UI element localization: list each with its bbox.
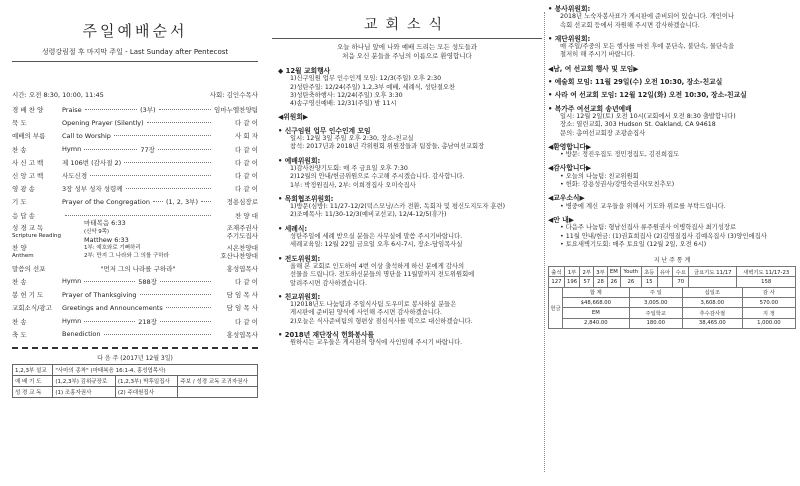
order-item-text: 3장 성부 성자 성령께 (62, 185, 123, 194)
scripture-reader-2: 주기도집사 (226, 231, 258, 240)
next-week-cell: 주보 / 성경 교독 조귀자권사 (178, 375, 258, 386)
news-column-right (548, 0, 796, 486)
order-row (12, 301, 258, 314)
order-leader: 사 회 자 (235, 132, 258, 141)
next-week-cell: (1,2,3부) 박후일집사 (115, 375, 178, 386)
order-item-text: Prayer of Thanksgiving (62, 290, 137, 299)
news-heading: • 예배위원회: (278, 156, 321, 165)
order-item-text: Prayer of the Congregation (62, 197, 150, 206)
preacher: 홍성엽목사 (226, 264, 258, 273)
order-item (62, 330, 214, 338)
order-rows (12, 103, 258, 222)
column-divider (544, 12, 545, 472)
order-item (62, 171, 214, 180)
offering-row (549, 318, 796, 328)
attendance-cell: Youth (620, 267, 641, 277)
offering-cell: 2,840.00 (563, 318, 630, 328)
order-item-note: 77장 (140, 145, 155, 154)
scripture-label: 성 경 교 독 (12, 223, 44, 232)
order-leader: 임마누엘찬양팀 (214, 106, 258, 115)
scripture-reader-1: 조재주권사 (226, 223, 258, 232)
offering-table (548, 287, 796, 329)
news-heading: ◀교우소식▶ (548, 194, 585, 203)
dashed-divider (12, 347, 258, 349)
news-line: 세례교육일: 12월 22일 금요일 오후 6시-7시, 장소-담임목사실 (290, 241, 463, 249)
news-line: 1)2018년도 나눔팀과 주일식사팀 도우미로 봉사하실 분들은 (290, 301, 457, 309)
attendance-cell (657, 277, 673, 287)
news-line: • 병중에 계신 교우들을 위해서 기도와 위로를 부탁드립니다. (560, 202, 726, 210)
attendance-cell: 26 (607, 277, 620, 287)
service-info (12, 90, 258, 99)
order-label: 축 도 (12, 330, 27, 339)
order-label: 영 광 송 (12, 185, 35, 194)
news-line: 1)감사찬양기도회: 매 주 금요일 오후 7:30 (290, 164, 408, 172)
attendance-cell: 2부 (580, 267, 594, 277)
next-week-table (12, 364, 258, 398)
order-label: 응 답 송 (12, 211, 35, 220)
order-item (62, 105, 214, 114)
order-leader: 담 임 목 사 (226, 304, 258, 313)
order-label: 사 신 고 백 (12, 158, 44, 167)
offering-cell: 헌금 (549, 287, 563, 328)
order-leader: 다 같 이 (235, 185, 258, 194)
news-heading: • 전도위원회: (278, 254, 321, 263)
offering-cell: 추수감사절 (682, 308, 742, 318)
order-label: 교회소식/광고 (12, 304, 52, 313)
attendance-cell: 15 (641, 277, 657, 287)
news-line: • 다음주 나눔팀: 형남선집사 류주원권사 이병학집사 최기성장로 (560, 224, 736, 232)
order-item-text: Benediction (62, 330, 101, 339)
news-heading: ◀환영합니다▶ (548, 142, 592, 151)
attendance-cell: 196 (564, 277, 580, 287)
news-heading: • 목회협조위원회: (278, 194, 334, 203)
attendance-cell: 57 (580, 277, 594, 287)
news-line: 알려주시면 감사하겠습니다. (290, 279, 367, 287)
news-line: 1)신구임원 업무 인수인계 모임: 12/3(주일) 오후 2:30 (290, 75, 442, 83)
next-week-cell: (1) 조홍자권사 (53, 386, 116, 397)
order-rows-2 (12, 275, 258, 341)
offering-cell: $48,668.00 (563, 298, 630, 308)
attendance-cell: 28 (594, 277, 608, 287)
offering-cell: 180.00 (629, 318, 682, 328)
news-line: 참석: 2017년과 2018년 각위원회 위원장들과 팀장들, 총남여선교회장 (290, 143, 485, 151)
anthem-1: 1부: 예호와로 기뻐하리 (84, 244, 141, 251)
order-label: 봉 헌 기 도 (12, 291, 44, 300)
offering-cell: 주 일 (629, 287, 682, 297)
order-label: 찬 송 (12, 277, 27, 286)
news-items-right (548, 5, 796, 249)
news-heading: • 세례식: (278, 224, 308, 233)
welcome-text: 오늘 하나님 앞에 나와 예배 드리는 모든 성도들과 처음 오신 분들을 주님의 이름으로 환영합니다 (336, 43, 478, 60)
order-item-text: Praise (62, 105, 82, 114)
order-leader: 다 같 이 (235, 119, 258, 128)
order-row (12, 314, 258, 327)
leader-dots (126, 188, 211, 189)
scripture-ref: 마태복음 6:33 (신약 9쪽) (84, 219, 126, 236)
news-line: 2)조예목사: 11/30-12/3(예비교선교), 12/4-12/5(휴가) (290, 211, 447, 219)
choir-1: 시온찬양대 (226, 243, 258, 252)
order-leader: 다 같 이 (235, 317, 258, 326)
leader-dots (140, 294, 211, 295)
next-week-cell: 예 배 기 도 (13, 375, 53, 386)
attendance-cell: 유아 (657, 267, 673, 277)
attendance-cell (689, 277, 737, 287)
next-week-row (13, 386, 258, 397)
news-heading: • 재단위원회: (548, 34, 591, 43)
offering-cell: 1,000.00 (742, 318, 795, 328)
leader-dots (201, 201, 211, 202)
news-title: 교회소식 (272, 14, 542, 39)
order-item (62, 304, 214, 312)
order-leader: 담 임 목 사 (226, 291, 258, 300)
anthem-2: 2부: 만지 그 나라와 그 의를 구하라 (84, 252, 169, 259)
order-row (12, 103, 258, 116)
news-heading: ◀안 내▶ (548, 215, 574, 224)
worship-order-title: 주일예배순서 (82, 22, 188, 40)
order-item-text: Opening Prayer (Silently) (62, 118, 144, 127)
next-week-cell: (1,2,3부) 김위규장로 (53, 375, 116, 386)
leader-dots (153, 201, 163, 202)
leader-dots (159, 109, 211, 110)
news-line: 2)12월의 안내/헌금위원으로 수고해 주시겠습니다. 감사합니다. (290, 173, 465, 181)
order-leader: 홍성엽목사 (226, 330, 258, 339)
order-item (62, 184, 214, 193)
news-line: 문의: 총여선교회장 조광순집사 (560, 129, 646, 137)
order-label: 예배의 부름 (12, 132, 46, 141)
news-line: 올해 본 교회로 인도하여 4번 이상 출석하게 하신 분에게 감사의 (290, 262, 465, 270)
order-item (62, 119, 214, 127)
order-item-note: 218장 (138, 317, 157, 326)
order-row-sermon: 말씀의 선포 "먼저 그의 나라를 구하라" 홍성엽목사 (12, 264, 258, 273)
order-label: 기 도 (12, 198, 27, 207)
attendance-row (549, 277, 796, 287)
offering-row (549, 287, 796, 297)
order-leader: 찬 양 대 (235, 211, 258, 220)
order-row (12, 169, 258, 182)
order-item (62, 291, 214, 299)
order-leader: 다 같 이 (235, 277, 258, 286)
leader-dots (147, 122, 211, 123)
leader-dots (160, 321, 211, 322)
news-heading: • 봉사위원회: (548, 5, 591, 13)
attendance-cell: 금요기도 11/17 (689, 267, 737, 277)
news-line: 2018년 노숙자봉사표가 게시판에 준비되어 있습니다. 개인이나 (560, 13, 735, 21)
attendance-row (549, 267, 796, 277)
order-item (62, 317, 214, 326)
leader-dots (158, 149, 211, 150)
order-row (12, 129, 258, 142)
scripture-label-en: Scripture Reading (12, 232, 62, 239)
news-line: • 방문: 정진우집도 정민정집도, 김진희집도 (560, 151, 680, 159)
leader-dots (84, 281, 135, 282)
news-line: 장소: 열린교회, 303 Hudson St. Oakland, CA 94618 (560, 121, 716, 129)
news-line: 선물을 드립니다. 전도하신분들의 명단을 11월말까지 전도위원회에 (290, 271, 475, 279)
news-items (272, 67, 542, 348)
attendance-cell: 1부 (564, 267, 580, 277)
order-item-note: (3부) (140, 106, 156, 115)
news-line: 일시: 12월 3일 주일 오후 2:30, 장소-친교실 (290, 135, 414, 143)
offering-cell: 감 사 (742, 287, 795, 297)
order-row (12, 328, 258, 341)
order-item-text: Hymn (62, 277, 82, 286)
news-line: 2)성탄주일: 12/24(주일) 1,2,3부 예배, 세례식, 성탄절오찬 (290, 83, 456, 91)
leader-dots (114, 135, 211, 136)
news-line: 속회 선교회 등에서 자원해 주시면 감사하겠습니다. (560, 21, 700, 29)
news-line: 성탄주일에 세례 받으실 분들은 사무실에 말씀 주시기바랍니다. (290, 233, 463, 241)
order-row (12, 288, 258, 301)
order-row (12, 182, 258, 195)
order-item-note: (1, 2, 3부) (165, 198, 198, 207)
attendance-cell: 70 (673, 277, 689, 287)
attendance-cell: 158 (737, 277, 796, 287)
news-heading: ◀감사합니다▶ (548, 164, 592, 173)
news-heading: • 2018년 재단장식 헌화봉사를 (278, 331, 375, 340)
next-week-cell: "사마의 종착" (마태복음 16:1-4, 홍성엽목사) (53, 364, 258, 375)
offering-cell: 570.00 (742, 298, 795, 308)
order-row (12, 275, 258, 288)
offering-cell: 지 정 (742, 308, 795, 318)
attendance-cell: EM (607, 267, 620, 277)
next-week-cell: 1,2,3부 설교 (13, 364, 53, 375)
offering-cell: 3,608.00 (682, 298, 742, 308)
offering-cell: 38,465.00 (682, 318, 742, 328)
news-line: 일시: 12월 2일(토) 오전 10시(교회에서 오전 8:30 출발합니다) (560, 112, 736, 120)
order-item-text: Hymn (62, 145, 82, 154)
order-label: 찬 송 (12, 145, 27, 154)
attendance-cell: 수요 (673, 267, 689, 277)
worship-order-column (0, 0, 268, 486)
news-line: 게시판에 준비된 양식에 사인해 주시면 감사하겠습니다. (290, 309, 442, 317)
news-line: 원하시는 교우들은 게시판의 양식에 사인임해 주시기 바랍니다. (290, 339, 463, 347)
news-heading: ◀남, 여 선교회 행사 및 모임▶ (548, 64, 639, 73)
leader-dots (65, 215, 211, 216)
news-heading: • 예술회 모임: 11월 29일(수) 오전 10:30, 장소-친교실 (548, 78, 723, 87)
order-row (12, 156, 258, 169)
next-week-cell: (2) 주대원집사 (115, 386, 178, 397)
order-item (62, 158, 214, 167)
order-item-text: 사도신경 (62, 172, 88, 181)
attendance-cell: 3부 (594, 267, 608, 277)
order-row (12, 143, 258, 156)
order-label: 묵 도 (12, 119, 27, 128)
leader-dots (104, 334, 211, 335)
offering-row (549, 298, 796, 308)
news-line: 철저히 해 주시기 바랍니다. (560, 51, 635, 59)
news-line: • 11월 안내/헌금: (1)권효희집사 (2)김영질집사 김예옥집사 (3)양인애집사 (560, 232, 767, 240)
news-line: 매 주일/주중의 모든 행사를 마친 후에 문단속, 불단속, 물단속을 (560, 43, 735, 51)
offering-row (549, 308, 796, 318)
anthem-label-en: Anthem (12, 252, 34, 259)
order-label: 경 배 찬 양 (12, 106, 44, 115)
order-leader: 정용심장로 (226, 198, 258, 207)
order-item (62, 277, 214, 286)
scripture-ref-en: Matthew 6:33 (84, 236, 129, 245)
news-heading: ◆ 12월 교회행사 (278, 67, 331, 75)
news-heading: ◀위원회▶ (278, 113, 309, 122)
next-week-row (13, 375, 258, 386)
news-heading: • 신구임원 업무 인수인계 모임 (278, 126, 371, 135)
leader-dots (90, 175, 211, 176)
order-item-note: 588장 (138, 277, 157, 286)
order-item-text: Greetings and Announcements (62, 303, 163, 312)
news-line: 1부: 박정원집사, 2부: 이희경집사 오미숙집사 (290, 181, 416, 189)
order-label: 찬 송 (12, 317, 27, 326)
attendance-table (548, 266, 796, 288)
service-officiant: 사회: 김인수목사 (209, 91, 258, 99)
attendance-cell: 127 (549, 277, 565, 287)
order-leader: 다 같 이 (235, 145, 258, 154)
news-line: 1)방문(심방): 11/27-12/2(덕스모닝/스카 전환, 독회자 및 평신도지도자 훈련) (290, 203, 506, 211)
order-item (62, 215, 214, 216)
order-item-text: 제 106번 (감사절 2) (62, 158, 122, 167)
next-week-cell (178, 386, 258, 397)
order-row (12, 116, 258, 129)
service-time: 시간: 오전 8:30, 10:00, 11:45 (12, 91, 104, 99)
offering-cell: 합 계 (563, 287, 630, 297)
news-line: 3)성탄축하행사: 12/24(주일) 오후 3:30 (290, 91, 403, 99)
offering-cell: 주일학교 (629, 308, 682, 318)
news-heading: • 사라 여 선교회 모임: 12월 12일(화) 오전 10:30, 장소-친교실 (548, 91, 747, 100)
leader-dots (166, 307, 211, 308)
sermon-title: "먼저 그의 나라를 구하라" (100, 264, 176, 273)
news-line: • 헌화: 강용성권사/강명숙권사(모친추모) (560, 181, 675, 189)
order-row-anthem (12, 242, 258, 262)
order-item (62, 197, 214, 206)
news-column (272, 0, 542, 486)
attendance-cell: 새벽기도 11/17-23 (737, 267, 796, 277)
worship-subtitle: 성령강림절 후 마지막 주일 - Last Sunday after Pentecost (12, 47, 258, 62)
order-label: 신 앙 고 백 (12, 172, 44, 181)
choir-2: 호산나찬양대 (220, 251, 258, 260)
news-heading: • 복가주 여선교회 송년예배 (548, 104, 632, 113)
next-week-cell: 성 경 교 독 (13, 386, 53, 397)
news-line: • 오늘의 나눔팀: 친교위원회 (560, 172, 639, 180)
attendance-cell: 26 (620, 277, 641, 287)
attendance-cell: 초등 (641, 267, 657, 277)
news-line: 4)송구영신예배: 12/31(주일) 밤 11시 (290, 100, 397, 108)
next-week-row (13, 364, 258, 375)
leader-dots (84, 321, 135, 322)
offering-cell: 십일조 (682, 287, 742, 297)
order-row-scripture (12, 219, 258, 245)
news-line: • 토요새벽기도회: 매주 토요일 (12월 2일, 오전 6시) (560, 240, 707, 248)
leader-dots (160, 281, 211, 282)
leader-dots (84, 149, 137, 150)
anthem-label: 찬 양 (12, 243, 27, 252)
order-row (12, 195, 258, 208)
leader-dots (124, 162, 211, 163)
order-item-text: Hymn (62, 317, 82, 326)
order-item-text: Call to Worship (62, 131, 111, 140)
news-line: 2)오늘은 식사준비팀의 형편상 점심식사를 떡으로 대신하겠습니다. (290, 317, 473, 325)
attendance-cell: 출석 (549, 267, 565, 277)
offering-cell: EM (563, 308, 630, 318)
news-heading: • 친교위원회: (278, 292, 321, 301)
next-week-title: 다 음 주 (2017년 12월 3일) (97, 354, 173, 362)
order-leader: 다 같 이 (235, 158, 258, 167)
leader-dots (85, 109, 137, 110)
offering-cell: 3,005.00 (629, 298, 682, 308)
order-item (62, 145, 214, 154)
order-leader: 다 같 이 (235, 172, 258, 181)
offering-title: 지 난 주 통 계 (653, 257, 691, 265)
order-item (62, 132, 214, 140)
